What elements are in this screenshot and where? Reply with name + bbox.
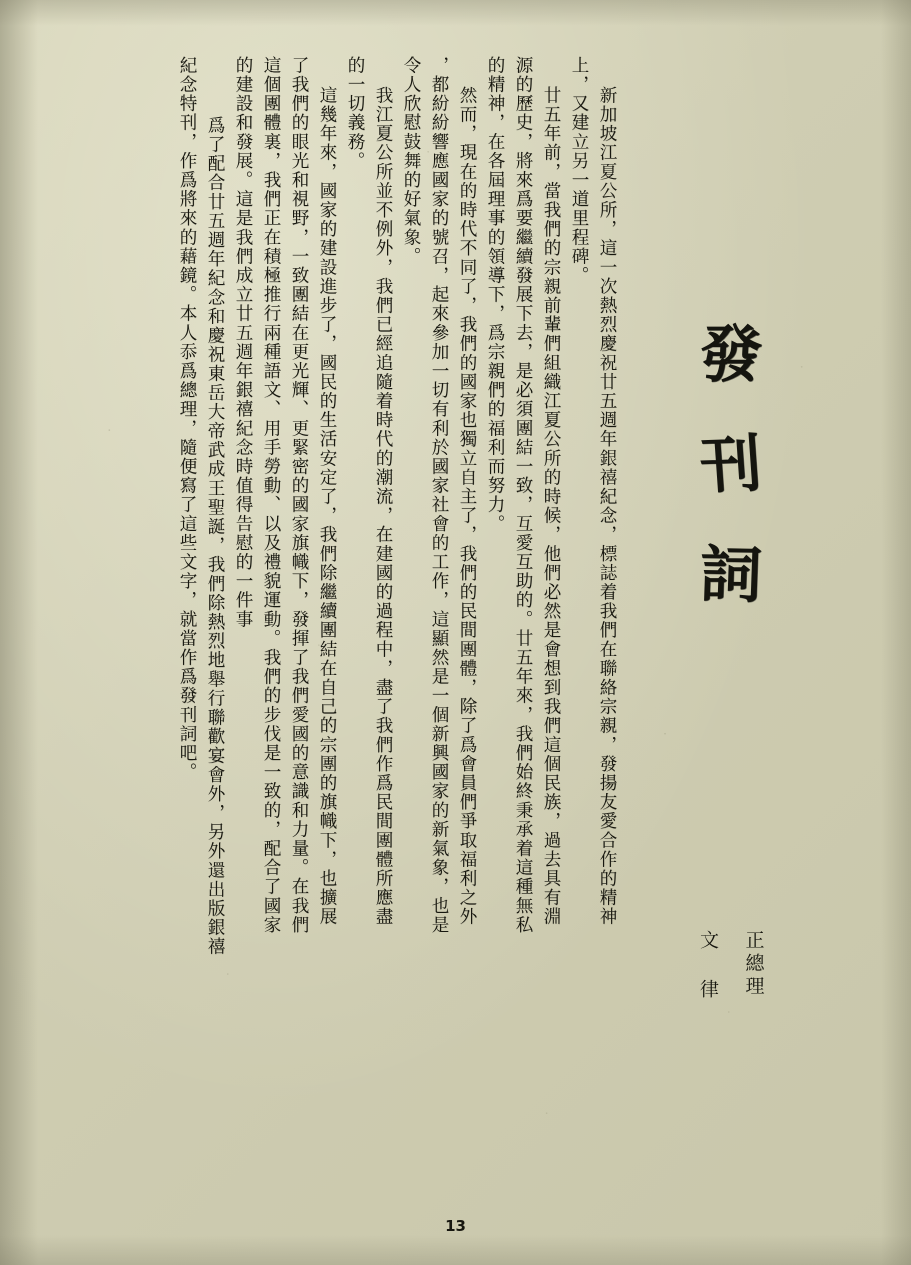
- title-char-1: 發: [698, 318, 764, 391]
- title-char-3: 詞: [698, 537, 764, 612]
- text-column: 的一切義務。: [345, 56, 365, 171]
- text-column: 我江夏公所並不例外，我們已經追隨着時代的潮流，在建國的過程中，盡了我們作爲民間團體所應盡: [373, 86, 393, 927]
- text-column: 這個團體裏，我們正在積極推行兩種語文、用手勞動、以及禮貌運動。我們的步伐是一致的，配合了國家: [261, 56, 281, 935]
- text-column: 爲了配合廿五週年紀念和慶祝東岳大帝武成王聖誕，我們除熱烈地舉行聯歡宴會外，另外還出版銀禧: [205, 116, 225, 957]
- page-number: 13: [445, 1217, 466, 1235]
- text-column: 紀念特刊，作爲將來的藉鏡。本人忝爲總理，隨便寫了這些文字，就當作爲發刊詞吧。: [177, 56, 197, 782]
- text-column: 上，又建立另一道里程碑。: [569, 56, 589, 286]
- text-column: 源的歷史，將來爲要繼續發展下去，是必須團結一致，互愛互助的。廿五年來，我們始終秉承着這種無私: [513, 56, 533, 935]
- byline: [675, 930, 785, 1002]
- body-text: [150, 56, 621, 1176]
- page-gutter-shadow: [0, 0, 38, 1265]
- page-edge-right: [881, 0, 911, 1265]
- text-column: 新加坡江夏公所，這一次熱烈慶祝廿五週年銀禧紀念，標誌着我們在聯絡宗親，發揚友愛合作的精神: [597, 86, 617, 927]
- text-column: 廿五年前，當我們的宗親前輩們組織江夏公所的時候，他們必然是會想到我們這個民族，過去具有淵: [541, 86, 561, 927]
- text-column: 然而，現在的時代不同了，我們的國家也獨立自主了，我們的民間團體，除了爲會員們爭取福利之外: [457, 86, 477, 927]
- text-column: ，都紛紛響應國家的號召，起來參加一切有利於國家社會的工作，這顯然是一個新興國家的新氣象，也是: [429, 56, 449, 935]
- text-column: 的建設和發展。這是我們成立廿五週年銀禧紀念時值得告慰的一件事: [233, 56, 253, 629]
- text-column: 的精神，在各屆理事的領導下，爲宗親們的福利而努力。: [485, 56, 505, 534]
- text-column: 令人欣慰鼓舞的好氣象。: [401, 56, 421, 267]
- page-edge-top: [0, 0, 911, 26]
- page-edge-bottom: [0, 1235, 911, 1265]
- article-title: [671, 300, 791, 630]
- byline-role: 正總理: [742, 930, 765, 999]
- byline-name: 文 律: [697, 930, 719, 1002]
- title-char-2: 刊: [697, 426, 765, 503]
- text-column: 了我們的眼光和視野，一致團結在更光輝、更緊密的國家旗幟下，發揮了我們愛國的意識和力量。在我們: [289, 56, 309, 935]
- text-column: 這幾年來，國家的建設進步了，國民的生活安定了，我們除繼續團結在自己的宗團的旗幟下，也擴展: [317, 86, 337, 927]
